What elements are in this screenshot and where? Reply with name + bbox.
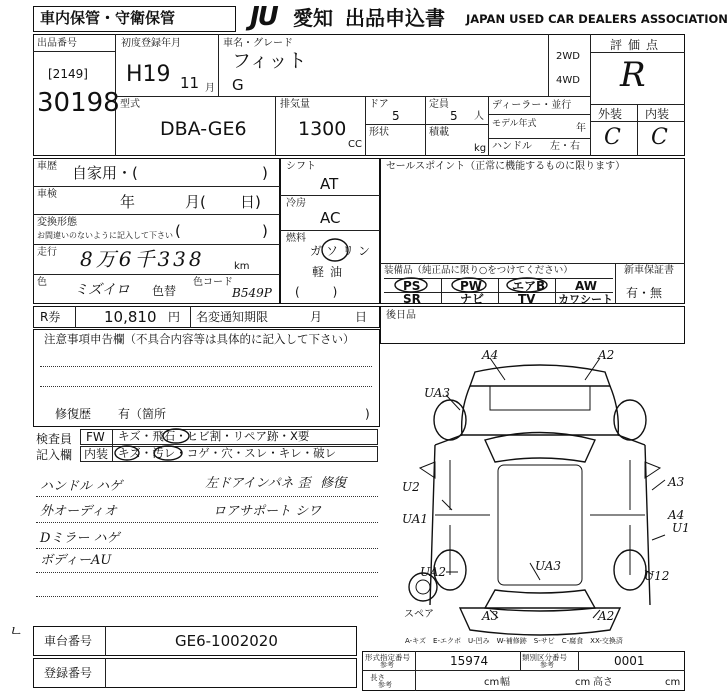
interior-label: 内装 [84, 447, 109, 461]
mark-a3-right: A3 [668, 475, 685, 489]
type-cert-label: 形式指定番号 [365, 653, 410, 662]
spare-label: スペア [404, 609, 434, 620]
usage-value: 自家用・( [72, 164, 138, 182]
equip-pw: PW [460, 279, 483, 293]
notice-day: 日 [355, 310, 368, 324]
equip-circle-marks [384, 274, 554, 294]
damage-legend: A-キズ E-エクボ U-凹み W-補修跡 S-サビ C-腐食 XX-交換済 [405, 637, 623, 645]
r-unit: 円 [168, 310, 181, 324]
eval-label: 評価点 [610, 38, 665, 52]
equip-ps: PS [403, 279, 421, 293]
name-label: 車名・グレード [223, 38, 293, 49]
mark-ua1: UA1 [402, 512, 429, 526]
shift-label: シフト [286, 161, 316, 172]
aichi-label: 愛知 [293, 6, 333, 30]
equip-leather: カワシート [558, 293, 613, 306]
width-label: 幅 [500, 677, 510, 688]
lot-label: 出品番号 [37, 38, 77, 49]
reg-month: 11 [180, 74, 200, 92]
int-label: 内装 [645, 107, 670, 121]
type-cert-ref: 参考 [380, 661, 394, 669]
length-unit: cm [484, 677, 500, 688]
mark-ua3-left: UA3 [424, 386, 451, 400]
color-change: 色替 [152, 284, 177, 298]
dealer-label: ディーラー・並行 [492, 100, 572, 111]
fw-label: FW [86, 430, 105, 444]
length-label: 長さ [370, 673, 385, 682]
warranty-label: 新車保証書 [624, 265, 674, 276]
r-label: R券 [40, 310, 61, 324]
color-code-label: 色コード [193, 277, 233, 288]
mileage-label: 走行 [37, 247, 57, 258]
change-open: ( [175, 222, 181, 240]
form-title-en: JAPAN USED CAR DEALERS ASSOCIATION [466, 12, 728, 26]
handle-value: 左・右 [550, 141, 580, 152]
fuel-circle-mark [318, 236, 352, 262]
inspector-label: 検査員 [36, 432, 73, 446]
doors-label: ドア [369, 99, 389, 110]
shape-label: 形状 [369, 127, 389, 138]
mark-a3-bottom: A3 [482, 609, 499, 623]
category-value: 0001 [614, 654, 645, 668]
type-cert-value: 15974 [450, 654, 489, 668]
reg-year: H19 [126, 62, 171, 87]
color-label: 色 [37, 277, 47, 288]
category-label: 類別区分番号 [522, 653, 567, 662]
mark-a4-right: A4 [668, 508, 685, 522]
equip-aw: AW [575, 279, 597, 293]
color-code: B549P [232, 286, 272, 300]
ext-score: C [604, 125, 621, 150]
length-ref: 参考 [378, 681, 392, 689]
caution-label: 注意事項申告欄（不具合内容等は具体的に記入して下さい） [44, 332, 355, 346]
note-repair: 修復 [320, 476, 347, 491]
warranty-value: 有・無 [626, 286, 663, 300]
inspect-day: 日) [240, 193, 261, 211]
r-value: 10,810 [104, 308, 157, 326]
fw-items: キズ・飛石・ヒビ割・リペア跡・X要 [118, 429, 310, 443]
width-unit: cm [575, 677, 591, 688]
model-code: DBA-GE6 [160, 118, 247, 140]
inspect-year: 年 [120, 193, 136, 211]
capacity: 5 [450, 109, 458, 123]
notice-month: 月 [310, 310, 323, 324]
car-name: フィット [232, 50, 307, 72]
handle-label: ハンドル [492, 141, 532, 152]
cc-unit: CC [348, 139, 362, 150]
change-close: ) [262, 222, 268, 240]
fuel-gasoline: ガソリン [310, 244, 375, 258]
mark-u1: U1 [672, 521, 690, 535]
storage-tag: 車内保管・守衛保管 [40, 9, 176, 27]
mark-a2-bottom: A2 [598, 609, 615, 623]
int-score: C [651, 125, 668, 150]
repair-label: 修復歴 [55, 407, 92, 421]
model-year-label: モデル年式 [492, 119, 537, 129]
mark-u12: U12 [644, 569, 670, 583]
interior-items: キズ・汚レ・コゲ・穴・スレ・キレ・破レ [118, 446, 337, 460]
note-body: ボディーAU [40, 553, 112, 568]
note-audio: 外オーディオ [40, 504, 117, 519]
ext-label: 外装 [598, 107, 623, 121]
usage-close: ) [262, 164, 268, 182]
note-mirror: Dミラー ハゲ [40, 531, 120, 546]
after-label: 後日品 [386, 310, 416, 321]
category-ref: 参考 [540, 661, 554, 669]
notice-label: 名変通知期限 [196, 310, 269, 324]
load-label: 積載 [429, 127, 449, 138]
cap-label: 定員 [429, 99, 449, 110]
disp-label: 排気量 [280, 99, 310, 110]
ju-logo: JU [250, 2, 277, 32]
year-unit: 年 [576, 123, 586, 134]
height-label: 高さ [593, 677, 613, 688]
equip-label: 装備品（純正品に限り○をつけてください） [384, 265, 573, 276]
cap-unit: 人 [474, 111, 484, 122]
equip-sr: SR [403, 292, 421, 306]
kg-unit: kg [474, 143, 487, 154]
height-unit: cm [665, 677, 681, 688]
change-label: 変換形態 [37, 217, 77, 228]
chassis-label: 車台番号 [44, 634, 93, 648]
mark-a4-top: A4 [482, 348, 499, 362]
inspect-label: 車検 [37, 189, 57, 200]
doors: 5 [392, 109, 400, 123]
ac-label: 冷房 [286, 198, 306, 209]
ac-value: AC [320, 209, 341, 227]
drive-4wd: 4WD [556, 75, 580, 86]
chassis-value: GE6-1002020 [175, 632, 278, 650]
repair-value: 有（箇所 [118, 407, 167, 421]
grade: G [232, 76, 244, 94]
shift-value: AT [320, 175, 339, 193]
repair-close: ) [365, 407, 370, 421]
color-value: ミズイロ [74, 282, 130, 298]
fuel-light-oil: 軽油 [312, 265, 349, 279]
entry-label: 記入欄 [36, 448, 73, 462]
inspect-month: 月( [185, 193, 206, 211]
sales-label: セールスポイント（正常に機能するものに限ります） [386, 161, 626, 172]
eval-score: R [620, 55, 646, 95]
usage-label: 車歴 [37, 161, 57, 172]
month-unit: 月 [205, 83, 215, 94]
after-goods-block [380, 306, 685, 344]
equip-airbag: エアB [512, 279, 546, 293]
equip-tv: TV [518, 292, 536, 306]
fuel-label: 燃料 [286, 233, 306, 244]
reg-label: 初度登録年月 [121, 38, 181, 49]
lot-number: 30198 [37, 88, 120, 118]
mark-ua3-center: UA3 [535, 559, 562, 573]
note-handle-wear: ハンドル ハゲ [40, 479, 123, 494]
form-title: 出品申込書 [345, 6, 445, 30]
note-lower-support: ロアサポート シワ [213, 504, 322, 519]
mileage-value: 8万6千338 [80, 247, 205, 271]
model-label: 型式 [120, 99, 140, 110]
note-door-panel: 左ドアインパネ 歪 [205, 476, 311, 491]
mark-a2-top: A2 [598, 348, 615, 362]
equip-navi: ナビ [460, 292, 485, 306]
lot-sub: [2149] [48, 67, 88, 81]
inspector-circle-marks [110, 426, 220, 466]
mark-ua2: UA2 [420, 565, 447, 579]
drive-2wd: 2WD [556, 51, 580, 62]
plate-label: 登録番号 [44, 666, 93, 680]
mark-u2: U2 [402, 480, 420, 494]
change-note: お間違いのないように記入して下さい [37, 231, 173, 240]
footer-check-mark: ㄴ [8, 622, 23, 640]
fuel-other: ( ) [295, 285, 341, 299]
km-unit: km [234, 261, 250, 272]
displacement: 1300 [298, 118, 347, 140]
